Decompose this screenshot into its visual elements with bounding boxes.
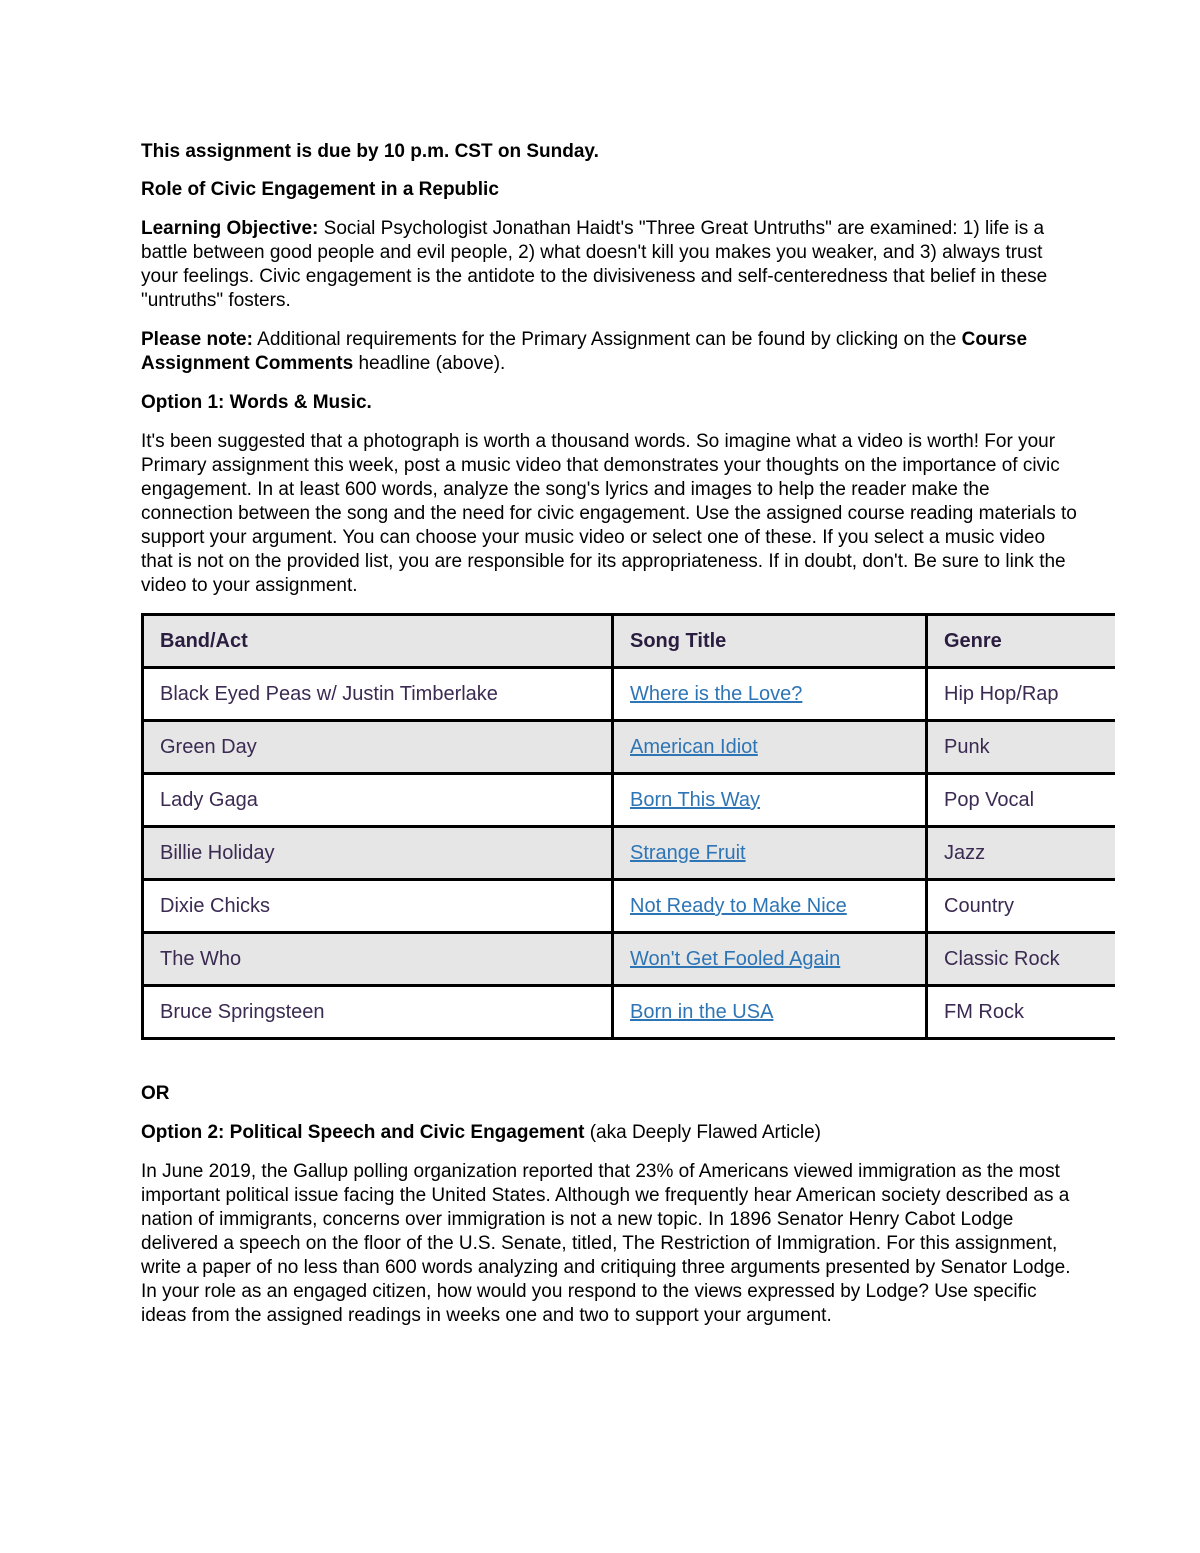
band-cell: Green Day xyxy=(143,721,613,774)
band-cell: Lady Gaga xyxy=(143,774,613,827)
song-cell xyxy=(613,774,927,827)
learning-objective xyxy=(141,217,1081,313)
option2-heading-title: Option 2: Political Speech and Civic Engagement xyxy=(141,1122,585,1143)
song-cell xyxy=(613,827,927,880)
band-cell: Black Eyed Peas w/ Justin Timberlake xyxy=(143,668,613,721)
music-video-table xyxy=(141,613,1113,1040)
table-row xyxy=(143,721,1115,774)
song-link[interactable]: American Idiot xyxy=(630,736,758,758)
please-note xyxy=(141,328,1081,376)
option2-heading xyxy=(141,1121,1081,1145)
genre-cell: Classic Rock xyxy=(927,933,1115,986)
table-row xyxy=(143,933,1115,986)
option1-heading: Option 1: Words & Music. xyxy=(141,392,372,413)
song-cell xyxy=(613,880,927,933)
or-separator: OR xyxy=(141,1083,170,1104)
table-row xyxy=(143,986,1115,1039)
band-cell: The Who xyxy=(143,933,613,986)
band-cell: Dixie Chicks xyxy=(143,880,613,933)
song-cell xyxy=(613,721,927,774)
song-link[interactable]: Where is the Love? xyxy=(630,683,803,705)
header-song: Song Title xyxy=(613,615,927,668)
table-row xyxy=(143,668,1115,721)
song-link[interactable]: Not Ready to Make Nice xyxy=(630,895,847,917)
band-cell: Bruce Springsteen xyxy=(143,986,613,1039)
course-assignment-comments-link[interactable]: Course Assignment Comments xyxy=(141,329,1028,374)
header-genre: Genre xyxy=(927,615,1115,668)
option2-heading-subtitle: (aka Deeply Flawed Article) xyxy=(589,1122,821,1143)
song-cell xyxy=(613,668,927,721)
please-note-text-before: Additional requirements for the Primary Assignment can be found by clicking on the xyxy=(257,329,957,350)
option1-body: It's been suggested that a photograph is worth a thousand words. So imagine what a video is worth! For your Primary assignment this week, post a music video that demonstrates your thoughts on the importance of civic engagement. In at least 600 words, analyze the song's lyrics and images to help the reader make the connection between the song and the need for civic engagement. Use the assigned course reading materials to support your argument. You can choose your music video or select one of these. If you select a music video that is not on the provided list, you are responsible for its appropriateness. If in doubt, don't. Be sure to link the video to your assignment. xyxy=(141,431,1077,596)
option2-body: In June 2019, the Gallup polling organization reported that 23% of Americans viewed immigration as the most important political issue facing the United States. Although we frequently hear American society described as a nation of immigrants, concerns over immigration is not a new topic. In 1896 Senator Henry Cabot Lodge delivered a speech on the floor of the U.S. Senate, titled, The Restriction of Immigration. For this assignment, write a paper of no less than 600 words analyzing and critiquing three arguments presented by Senator Lodge. In your role as an engaged citizen, how would you respond to the views expressed by Lodge? Use specific ideas from the assigned readings in weeks one and two to support your argument. xyxy=(141,1161,1071,1326)
song-link[interactable]: Strange Fruit xyxy=(630,842,746,864)
table-row xyxy=(143,774,1115,827)
genre-cell: Country xyxy=(927,880,1115,933)
song-cell xyxy=(613,986,927,1039)
assignment-title: Role of Civic Engagement in a Republic xyxy=(141,179,499,200)
table-row xyxy=(143,827,1115,880)
due-date-line: This assignment is due by 10 p.m. CST on Sunday. xyxy=(141,141,599,162)
band-cell: Billie Holiday xyxy=(143,827,613,880)
please-note-text-after: headline (above). xyxy=(358,353,506,374)
learning-objective-text: Social Psychologist Jonathan Haidt's "Three Great Untruths" are examined: 1) life is a battle between good people and evil people, 2) what doesn't kill you makes you weaker, and 3) always trust your feelings. Civic engagement is the antidote to the divisiveness and self-centeredness that belief in these "untruths" fosters. xyxy=(141,218,1048,311)
genre-cell: Pop Vocal xyxy=(927,774,1115,827)
genre-cell: Hip Hop/Rap xyxy=(927,668,1115,721)
header-band: Band/Act xyxy=(143,615,613,668)
genre-cell: Jazz xyxy=(927,827,1115,880)
table-row xyxy=(143,880,1115,933)
song-cell xyxy=(613,933,927,986)
document-page xyxy=(141,140,1081,1343)
song-link[interactable]: Born in the USA xyxy=(630,1001,774,1023)
genre-cell: Punk xyxy=(927,721,1115,774)
song-link[interactable]: Born This Way xyxy=(630,789,761,811)
table-header-row xyxy=(143,615,1115,668)
please-note-label: Please note: xyxy=(141,329,253,350)
learning-objective-label: Learning Objective: xyxy=(141,218,319,239)
song-link[interactable]: Won't Get Fooled Again xyxy=(630,948,841,970)
genre-cell: FM Rock xyxy=(927,986,1115,1039)
